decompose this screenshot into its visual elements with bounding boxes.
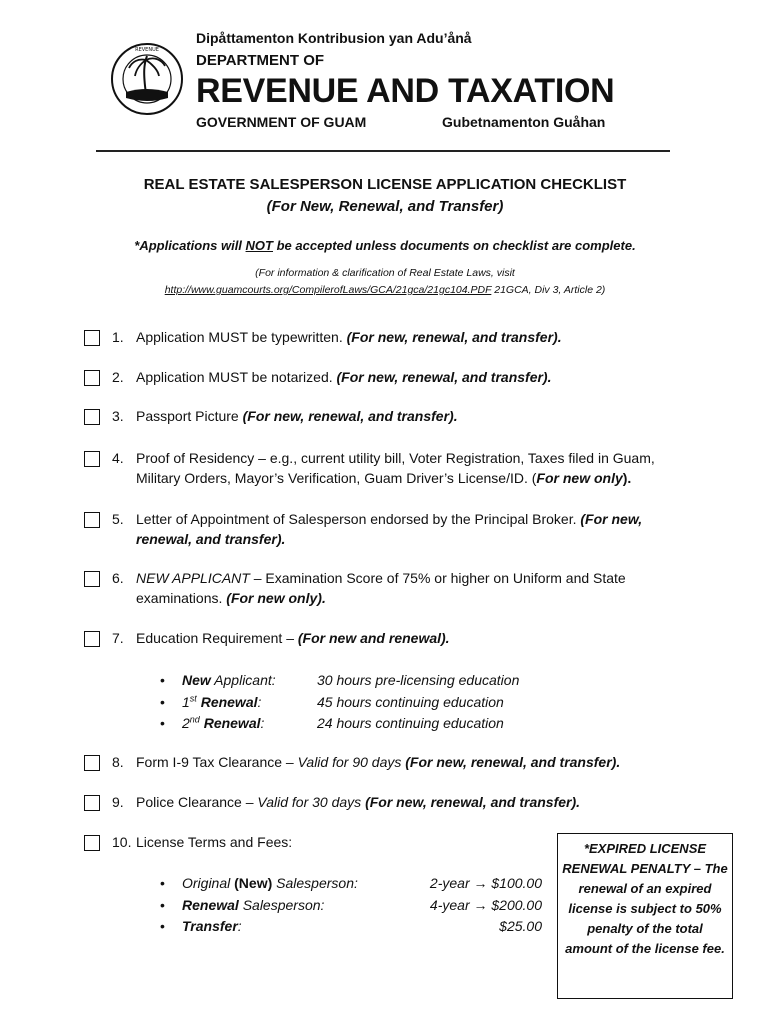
checklist-item-7: 7. Education Requirement – (For new and renewal). <box>112 630 450 646</box>
checkbox-item-2[interactable] <box>84 370 100 386</box>
checklist-item-5: 5. Letter of Appointment of Salesperson endorsed by the Principal Broker. (For new, renewal, and transfer). <box>112 511 643 547</box>
checklist-item-1: 1. Application MUST be typewritten. (For new, renewal, and transfer). <box>112 329 562 345</box>
checkbox-item-1[interactable] <box>84 330 100 346</box>
checkbox-item-9[interactable] <box>84 795 100 811</box>
checklist-item-9: 9. Police Clearance – Valid for 30 days (For new, renewal, and transfer). <box>112 794 581 810</box>
fees-list <box>160 873 550 938</box>
info-line: (For information & clarification of Real Estate Laws, visit <box>255 267 515 279</box>
checklist-item-6: 6. NEW APPLICANT – Examination Score of 75% or higher on Uniform and State examinations. (For new only). <box>112 570 626 606</box>
info-link-line: http://www.guamcourts.org/CompilerofLaws/GCA/21gca/21gc104.PDF 21GCA, Div 3, Article 2) <box>164 284 606 296</box>
list-item: • Original (New) Salesperson: 2-year → $100.00 <box>160 875 542 891</box>
page-subtitle: (For New, Renewal, and Transfer) <box>266 198 504 215</box>
header-divider <box>96 150 670 152</box>
checklist-item-10: 10. License Terms and Fees: <box>112 834 293 850</box>
checklist-item-4: 4. Proof of Residency – e.g., current utility bill, Voter Registration, Taxes filed in Guam, Military Orders, Mayor’s Verification, Guam Driver’s License/ID. (For new only). <box>112 450 655 486</box>
department-title: REVENUE AND TAXATION <box>196 72 615 110</box>
department-of: DEPARTMENT OF <box>196 52 325 69</box>
checkbox-item-10[interactable] <box>84 835 100 851</box>
government-name-chamorro: Gubetnamenton Guåhan <box>442 114 606 130</box>
checkbox-item-6[interactable] <box>84 571 100 587</box>
checklist-item-3: 3. Passport Picture (For new, renewal, and transfer). <box>112 408 458 424</box>
checklist-notice: *Applications will NOT be accepted unless documents on checklist are complete. <box>134 238 636 253</box>
checkbox-item-7[interactable] <box>84 631 100 647</box>
list-item: • Transfer: $25.00 <box>160 918 542 934</box>
page-title: REAL ESTATE SALESPERSON LICENSE APPLICATION CHECKLIST <box>143 176 627 193</box>
checkbox-item-5[interactable] <box>84 512 100 528</box>
government-name: GOVERNMENT OF GUAM <box>196 114 367 130</box>
svg-text:REVENUE: REVENUE <box>135 47 159 53</box>
expired-license-penalty-box: *EXPIRED LICENSE RENEWAL PENALTY – The renewal of an expired license is subject to 50% penalty of the total amount of the license fee. <box>557 833 733 999</box>
checkbox-item-3[interactable] <box>84 409 100 425</box>
list-item: • Renewal Salesperson: 4-year → $200.00 <box>160 896 542 913</box>
checklist-item-8: 8. Form I-9 Tax Clearance – Valid for 90 days (For new, renewal, and transfer). <box>112 754 621 770</box>
checkbox-item-4[interactable] <box>84 451 100 467</box>
laws-link[interactable]: http://www.guamcourts.org/CompilerofLaws/GCA/21gca/21gc104.PDF <box>164 284 492 296</box>
checkbox-item-8[interactable] <box>84 755 100 771</box>
checklist-item-2: 2. Application MUST be notarized. (For new, renewal, and transfer). <box>112 369 552 385</box>
department-seal-logo <box>110 42 184 116</box>
department-name-chamorro: Dipåttamenton Kontribusion yan Adu’ånå <box>196 30 472 46</box>
